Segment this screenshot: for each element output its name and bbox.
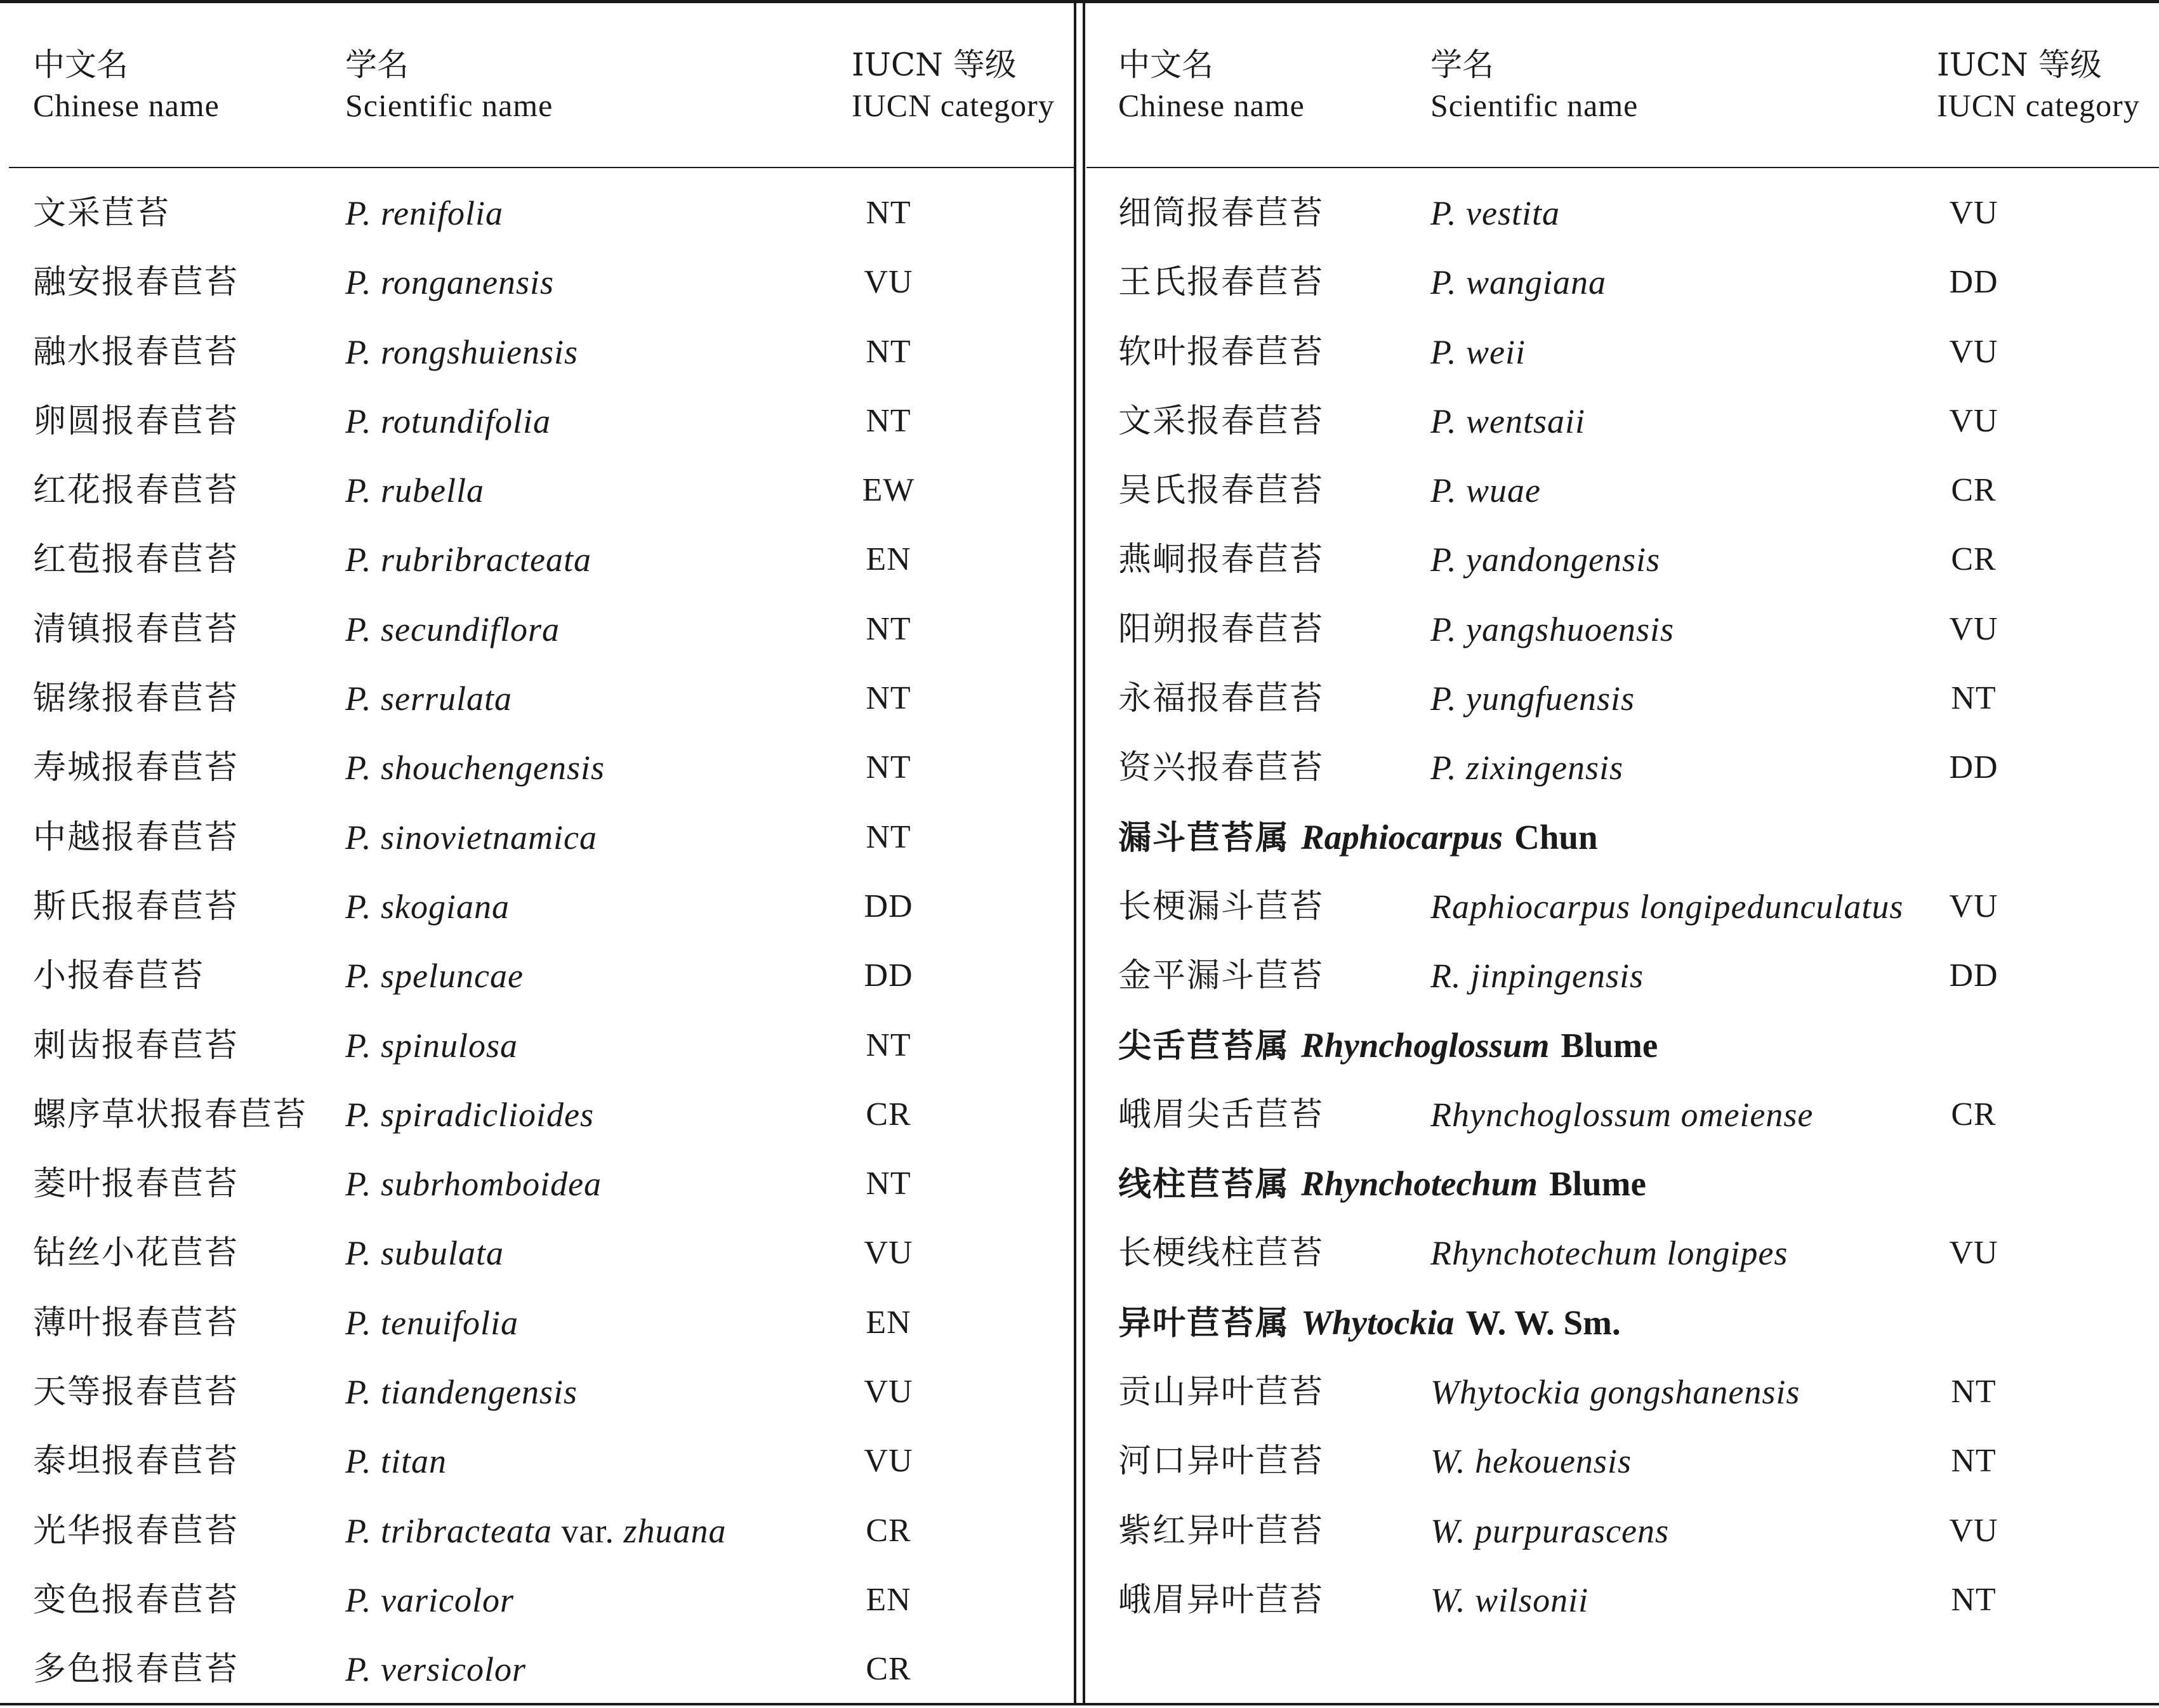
right-table-body <box>1085 182 2159 1638</box>
iucn-category: VU <box>864 1443 913 1480</box>
iucn-category: NT <box>1951 680 1997 717</box>
chinese-name: 寿城报春苣苔 <box>33 749 239 787</box>
header-scientific-name <box>345 44 553 126</box>
chinese-name: 融水报春苣苔 <box>33 332 239 371</box>
scientific-name: P. serrulata <box>345 680 513 718</box>
chinese-name: 卵圆报春苣苔 <box>33 402 239 440</box>
table-row <box>0 737 1074 806</box>
chinese-name: 资兴报春苣苔 <box>1118 749 1324 787</box>
scientific-name-infra: zhuana <box>623 1511 727 1550</box>
table-row <box>0 667 1074 737</box>
scientific-name: Raphiocarpus longipedunculatus <box>1430 887 1904 926</box>
iucn-category: NT <box>1951 1581 1997 1618</box>
scientific-name: P. secundiflora <box>345 610 560 648</box>
table-row <box>1085 1569 2159 1638</box>
genus-heading <box>1118 806 1598 869</box>
scientific-name: P. versicolor <box>345 1650 526 1689</box>
header-chinese-name-cn: 中文名 <box>1118 46 1213 83</box>
scientific-name: P. yungfuensis <box>1430 680 1635 718</box>
header-iucn-category <box>1937 44 2140 126</box>
iucn-category: VU <box>1949 888 1998 924</box>
iucn-category: NT <box>866 402 911 439</box>
chinese-name: 变色报春苣苔 <box>33 1580 239 1619</box>
scientific-name: P. speluncae <box>345 957 524 995</box>
scientific-name: P. titan <box>345 1442 447 1481</box>
table-row <box>0 1153 1074 1222</box>
column-divider-left <box>1074 3 1076 1703</box>
iucn-category: VU <box>1949 1512 1998 1549</box>
table-row <box>1085 1222 2159 1291</box>
table-row <box>0 1015 1074 1084</box>
iucn-category: NT <box>866 818 911 855</box>
iucn-category: CR <box>1951 541 1997 578</box>
genus-heading <box>1118 1292 1621 1355</box>
header-scientific-name-en: Scientific name <box>345 88 553 123</box>
genus-heading-row <box>1085 1292 2159 1361</box>
iucn-category: NT <box>866 195 911 231</box>
table-row <box>0 1084 1074 1153</box>
table-row <box>0 390 1074 459</box>
scientific-name: P. tiandengensis <box>345 1373 578 1412</box>
scientific-name: W. purpurascens <box>1430 1511 1670 1550</box>
iucn-category: EN <box>866 541 911 578</box>
table-row <box>1085 945 2159 1014</box>
chinese-name: 红花报春苣苔 <box>33 471 239 510</box>
scientific-name: P. renifolia <box>345 194 504 232</box>
scientific-name: P. rubribracteata <box>345 541 592 579</box>
genus-chinese-name: 尖舌苣苔属 <box>1118 1026 1290 1065</box>
genus-chinese-name: 异叶苣苔属 <box>1118 1303 1290 1343</box>
chinese-name: 多色报春苣苔 <box>33 1650 239 1689</box>
chinese-name: 金平漏斗苣苔 <box>1118 957 1324 995</box>
table-row <box>0 529 1074 598</box>
scientific-name: P. tenuifolia <box>345 1303 519 1342</box>
iucn-category: VU <box>864 264 913 301</box>
genus-author: Blume <box>1549 1164 1646 1204</box>
iucn-category: CR <box>866 1512 911 1549</box>
table-row <box>0 945 1074 1014</box>
table-row <box>1085 1500 2159 1569</box>
iucn-category: NT <box>866 610 911 647</box>
table-row <box>0 1361 1074 1430</box>
table-row <box>0 182 1074 251</box>
genus-author: Chun <box>1514 817 1598 857</box>
table-row <box>1085 598 2159 667</box>
chinese-name: 锯缘报春苣苔 <box>33 680 239 718</box>
header-chinese-name-en: Chinese name <box>1118 88 1305 123</box>
table-row <box>1085 1361 2159 1430</box>
iucn-category: NT <box>866 749 911 786</box>
scientific-name-rank: var. <box>561 1511 614 1550</box>
iucn-category: EW <box>862 472 915 509</box>
header-scientific-name-en: Scientific name <box>1430 88 1639 123</box>
scientific-name: P. shouchengensis <box>345 749 605 787</box>
scientific-name: P. wentsaii <box>1430 402 1586 440</box>
chinese-name: 贡山异叶苣苔 <box>1118 1373 1324 1412</box>
chinese-name: 永福报春苣苔 <box>1118 680 1324 718</box>
table-row <box>0 1569 1074 1638</box>
chinese-name: 天等报春苣苔 <box>33 1373 239 1412</box>
iucn-category: NT <box>866 1027 911 1063</box>
scientific-name: P. spiradiclioides <box>345 1095 595 1134</box>
chinese-name: 软叶报春苣苔 <box>1118 332 1324 371</box>
header-chinese-name-cn: 中文名 <box>33 46 128 83</box>
scientific-name: W. hekouensis <box>1430 1442 1632 1481</box>
chinese-name: 长梗漏斗苣苔 <box>1118 887 1324 926</box>
iucn-category: DD <box>864 957 913 994</box>
chinese-name: 峨眉尖舌苣苔 <box>1118 1095 1324 1134</box>
chinese-name: 融安报春苣苔 <box>33 263 239 302</box>
genus-author: W. W. Sm. <box>1465 1303 1621 1342</box>
header-scientific-name <box>1430 44 1638 126</box>
scientific-name: P. rongshuiensis <box>345 332 579 371</box>
chinese-name: 红苞报春苣苔 <box>33 541 239 579</box>
iucn-category: EN <box>866 1304 911 1341</box>
iucn-category: CR <box>866 1651 911 1688</box>
iucn-category: VU <box>1949 1235 1998 1271</box>
header-iucn-en: IUCN category <box>852 88 1055 123</box>
table-row <box>1085 390 2159 459</box>
scientific-name: P. ronganensis <box>345 263 555 302</box>
scientific-name: Rhynchotechum longipes <box>1430 1234 1788 1273</box>
iucn-category: NT <box>1951 1374 1997 1410</box>
genus-heading <box>1118 1153 1646 1216</box>
iucn-category: VU <box>864 1374 913 1410</box>
iucn-category: NT <box>866 1166 911 1202</box>
table-top-rule <box>0 0 2159 3</box>
table-row <box>1085 1084 2159 1153</box>
header-rule-right <box>1086 167 2159 168</box>
iucn-category: CR <box>1951 1096 1997 1133</box>
table-row <box>1085 321 2159 390</box>
table-row <box>1085 182 2159 251</box>
scientific-name: P. spinulosa <box>345 1026 518 1065</box>
header-scientific-name-cn: 学名 <box>345 46 409 83</box>
iucn-category: DD <box>1949 957 1998 994</box>
iucn-category: VU <box>1949 195 1998 231</box>
table-row <box>1085 459 2159 529</box>
table-row <box>0 321 1074 390</box>
chinese-name: 钻丝小花苣苔 <box>33 1234 239 1273</box>
table-row <box>1085 737 2159 806</box>
genus-scientific-name: Rhynchoglossum <box>1301 1025 1550 1065</box>
chinese-name: 刺齿报春苣苔 <box>33 1026 239 1065</box>
genus-chinese-name: 漏斗苣苔属 <box>1118 818 1290 857</box>
header-iucn-cn: IUCN 等级 <box>1937 46 2102 83</box>
scientific-name: R. jinpingensis <box>1430 957 1644 995</box>
genus-heading-row <box>1085 806 2159 876</box>
scientific-name: Rhynchoglossum omeiense <box>1430 1095 1814 1134</box>
iucn-category: DD <box>864 888 913 924</box>
table-row <box>0 598 1074 667</box>
scientific-name <box>345 1500 727 1562</box>
iucn-category: EN <box>866 1581 911 1618</box>
table-row <box>0 1638 1074 1707</box>
table-row <box>0 459 1074 529</box>
scientific-name: P. rubella <box>345 471 485 510</box>
table-row <box>1085 251 2159 320</box>
scientific-name: W. wilsonii <box>1430 1580 1589 1619</box>
genus-chinese-name: 线柱苣苔属 <box>1118 1165 1290 1204</box>
iucn-category: DD <box>1949 749 1998 786</box>
iucn-category: VU <box>1949 610 1998 647</box>
chinese-name: 燕峒报春苣苔 <box>1118 541 1324 579</box>
chinese-name: 小报春苣苔 <box>33 957 205 995</box>
scientific-name: P. yangshuoensis <box>1430 610 1675 648</box>
scientific-name: P. wangiana <box>1430 263 1607 302</box>
header-iucn-en: IUCN category <box>1937 88 2140 123</box>
chinese-name: 文采报春苣苔 <box>1118 402 1324 440</box>
chinese-name: 文采苣苔 <box>33 194 171 232</box>
header-chinese-name <box>33 44 220 126</box>
scientific-name: P. varicolor <box>345 1580 514 1619</box>
header-chinese-name-en: Chinese name <box>33 88 220 123</box>
iucn-category: NT <box>866 680 911 717</box>
scientific-name: P. subrhomboidea <box>345 1165 602 1204</box>
iucn-category: VU <box>1949 333 1998 370</box>
genus-author: Blume <box>1561 1025 1658 1065</box>
chinese-name: 光华报春苣苔 <box>33 1511 239 1550</box>
genus-scientific-name: Rhynchotechum <box>1301 1164 1538 1204</box>
scientific-name: P. wuae <box>1430 471 1542 510</box>
chinese-name: 螺序草状报春苣苔 <box>33 1095 308 1134</box>
chinese-name: 长梗线柱苣苔 <box>1118 1234 1324 1273</box>
genus-heading-row <box>1085 1015 2159 1084</box>
scientific-name: Whytockia gongshanensis <box>1430 1373 1800 1412</box>
genus-scientific-name: Raphiocarpus <box>1301 817 1503 857</box>
header-iucn-category <box>852 44 1055 126</box>
header-chinese-name <box>1118 44 1305 126</box>
scientific-name: P. subulata <box>345 1234 505 1273</box>
scientific-name: P. zixingensis <box>1430 749 1624 787</box>
genus-heading <box>1118 1015 1658 1077</box>
chinese-name: 吴氏报春苣苔 <box>1118 471 1324 510</box>
chinese-name: 中越报春苣苔 <box>33 818 239 857</box>
iucn-category: VU <box>1949 402 1998 439</box>
genus-heading-row <box>1085 1153 2159 1222</box>
scientific-name: P. vestita <box>1430 194 1560 232</box>
header-iucn-cn: IUCN 等级 <box>852 46 1017 83</box>
chinese-name: 峨眉异叶苣苔 <box>1118 1580 1324 1619</box>
table-row <box>1085 667 2159 737</box>
left-table-body <box>0 182 1074 1708</box>
chinese-name: 河口异叶苣苔 <box>1118 1442 1324 1481</box>
chinese-name: 菱叶报春苣苔 <box>33 1165 239 1204</box>
table-row <box>0 1222 1074 1291</box>
table-row <box>0 1500 1074 1569</box>
genus-scientific-name: Whytockia <box>1301 1303 1455 1342</box>
scientific-name: P. rotundifolia <box>345 402 551 440</box>
chinese-name: 阳朔报春苣苔 <box>1118 610 1324 648</box>
table-row <box>0 1430 1074 1499</box>
iucn-category: VU <box>864 1235 913 1271</box>
chinese-name: 斯氏报春苣苔 <box>33 887 239 926</box>
table-row <box>1085 529 2159 598</box>
scientific-name-species: P. tribracteata <box>345 1511 553 1550</box>
header-scientific-name-cn: 学名 <box>1430 46 1494 83</box>
table-row <box>0 251 1074 320</box>
iucn-category: CR <box>1951 472 1997 509</box>
chinese-name: 紫红异叶苣苔 <box>1118 1511 1324 1550</box>
chinese-name: 细筒报春苣苔 <box>1118 194 1324 232</box>
table-row <box>0 876 1074 945</box>
scientific-name: P. weii <box>1430 332 1526 371</box>
table-row <box>1085 1430 2159 1499</box>
scientific-name: P. sinovietnamica <box>345 818 597 857</box>
iucn-category: NT <box>866 333 911 370</box>
iucn-category: CR <box>866 1096 911 1133</box>
table-row <box>0 806 1074 876</box>
scientific-name: P. yandongensis <box>1430 541 1660 579</box>
iucn-category: NT <box>1951 1443 1997 1480</box>
header-rule-left <box>9 167 1076 168</box>
chinese-name: 薄叶报春苣苔 <box>33 1303 239 1342</box>
iucn-category: DD <box>1949 264 1998 301</box>
chinese-name: 王氏报春苣苔 <box>1118 263 1324 302</box>
chinese-name: 清镇报春苣苔 <box>33 610 239 648</box>
chinese-name: 泰坦报春苣苔 <box>33 1442 239 1481</box>
table-row <box>1085 876 2159 945</box>
table-row <box>0 1292 1074 1361</box>
scientific-name: P. skogiana <box>345 887 510 926</box>
